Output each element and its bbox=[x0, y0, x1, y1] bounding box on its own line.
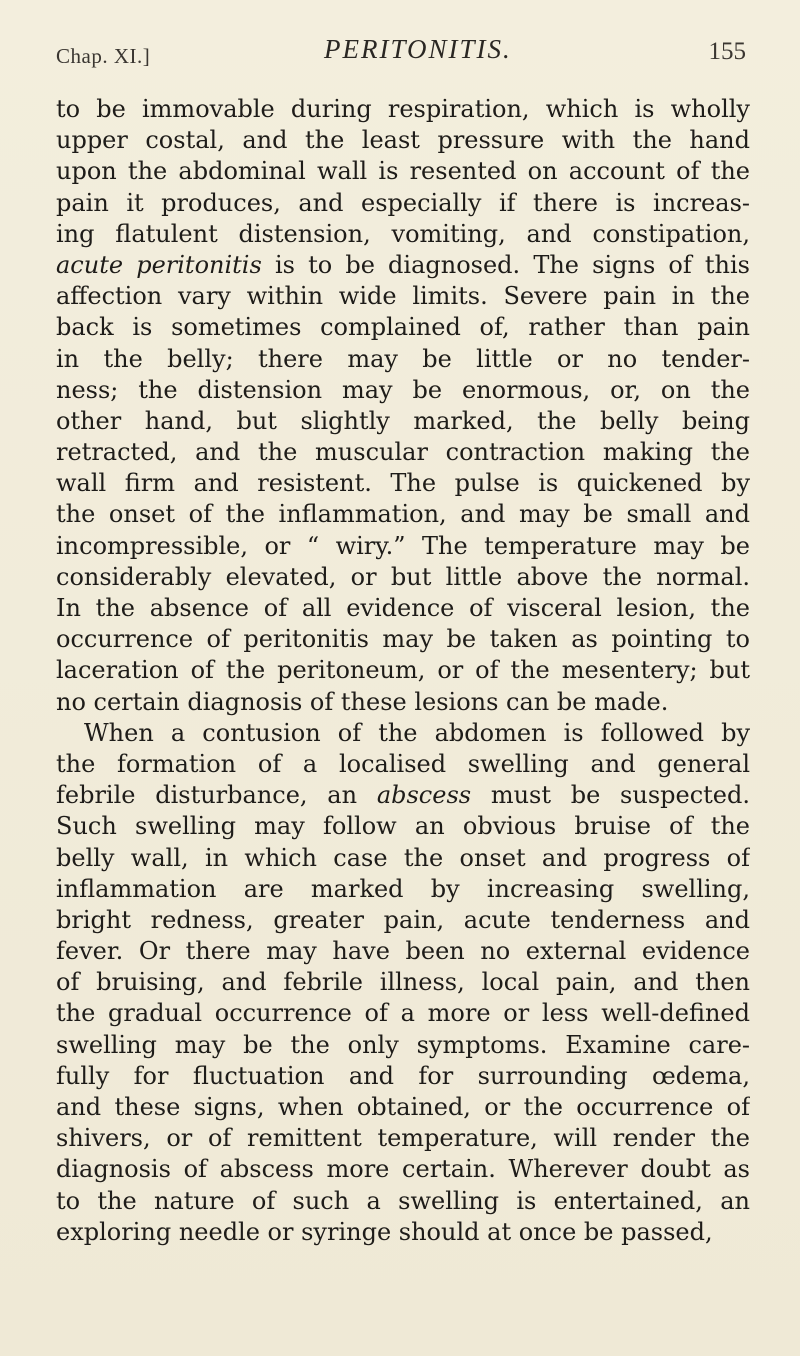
text-line bbox=[56, 655, 750, 686]
text-line bbox=[56, 905, 750, 936]
line-segment: is to be diagnosed. The signs of this bbox=[261, 250, 750, 279]
line-segment: swelling may be the only symptoms. Examine care- bbox=[56, 1030, 750, 1059]
text-line bbox=[56, 811, 750, 842]
chapter-label: Chap. XI.] bbox=[56, 44, 151, 68]
text-line bbox=[56, 1061, 750, 1092]
line-segment: occurrence of peritonitis may be taken as pointing to bbox=[56, 625, 750, 654]
running-title: PERITONITIS. bbox=[324, 34, 512, 64]
text-line bbox=[56, 624, 750, 655]
text-line bbox=[56, 406, 750, 437]
line-segment: bright redness, greater pain, acute tenderness and bbox=[56, 905, 750, 934]
line-segment: laceration of the peritoneum, or of the mesentery; but bbox=[56, 656, 750, 685]
line-segment: incompressible, or “ wiry.” The temperature may be bbox=[56, 531, 750, 560]
line-segment: of bruising, and febrile illness, local pain, and then bbox=[56, 968, 750, 997]
line-segment: must be suspected. bbox=[471, 781, 750, 810]
text-line bbox=[56, 375, 750, 406]
text-line bbox=[56, 531, 750, 562]
italic-term: abscess bbox=[376, 781, 472, 810]
text-line bbox=[56, 1154, 750, 1185]
body-text bbox=[56, 94, 750, 1248]
text-line bbox=[56, 780, 750, 811]
line-segment: retracted, and the muscular contraction making the bbox=[56, 438, 750, 467]
line-segment: ing flatulent distension, vomiting, and constipation, bbox=[56, 219, 750, 248]
text-line bbox=[56, 94, 750, 125]
text-line bbox=[56, 468, 750, 499]
line-segment: wall firm and resistent. The pulse is quickened by bbox=[56, 469, 750, 498]
text-line bbox=[56, 499, 750, 530]
text-line bbox=[56, 437, 750, 468]
line-segment: ness; the distension may be enormous, or, on the bbox=[56, 375, 750, 404]
line-segment: shivers, or of remittent temperature, will render the bbox=[56, 1124, 750, 1153]
line-segment: in the belly; there may be little or no tender- bbox=[56, 344, 750, 373]
text-line bbox=[56, 687, 750, 718]
text-line bbox=[56, 344, 750, 375]
line-segment: the formation of a localised swelling and general bbox=[56, 749, 750, 778]
text-line bbox=[56, 312, 750, 343]
line-segment: affection vary within wide limits. Severe pain in the bbox=[56, 282, 750, 311]
line-segment: considerably elevated, or but little above the normal. bbox=[56, 562, 750, 591]
text-line bbox=[56, 749, 750, 780]
line-segment: In the absence of all evidence of visceral lesion, the bbox=[56, 594, 750, 622]
text-line bbox=[56, 188, 750, 219]
line-segment: fever. Or there may have been no external evidence bbox=[56, 937, 750, 966]
text-line bbox=[56, 936, 750, 967]
text-line bbox=[56, 562, 750, 593]
text-line bbox=[56, 718, 750, 749]
running-header bbox=[56, 34, 752, 74]
line-segment: pain it produces, and especially if there is increas- bbox=[56, 188, 750, 217]
line-segment: exploring needle or syringe should at once be passed, bbox=[56, 1217, 713, 1246]
line-segment: upper costal, and the least pressure with the hand bbox=[56, 126, 750, 155]
text-line bbox=[56, 1092, 750, 1123]
text-line bbox=[56, 874, 750, 905]
text-line bbox=[56, 593, 750, 624]
page-number: 155 bbox=[708, 38, 746, 65]
line-segment: febrile disturbance, an bbox=[56, 781, 377, 810]
text-line bbox=[56, 281, 750, 312]
text-line bbox=[56, 843, 750, 874]
line-segment: the gradual occurrence of a more or less well-defined bbox=[56, 999, 750, 1028]
line-segment: upon the abdominal wall is resented on account of the bbox=[56, 157, 750, 186]
text-line bbox=[56, 125, 750, 156]
line-segment: other hand, but slightly marked, the belly being bbox=[56, 406, 750, 435]
line-segment: fully for fluctuation and for surrounding œdema, bbox=[56, 1061, 750, 1090]
line-segment: back is sometimes complained of, rather than pain bbox=[56, 313, 750, 342]
text-line bbox=[56, 1123, 750, 1154]
text-line bbox=[56, 219, 750, 250]
line-segment: and these signs, when obtained, or the occurrence of bbox=[56, 1093, 750, 1121]
line-segment: diagnosis of abscess more certain. Wherever doubt as bbox=[56, 1155, 750, 1184]
text-line bbox=[56, 156, 750, 187]
text-line bbox=[56, 1217, 750, 1248]
line-segment: inflammation are marked by increasing swelling, bbox=[56, 874, 750, 903]
line-segment: belly wall, in which case the onset and progress of bbox=[56, 843, 750, 872]
line-segment: no certain diagnosis of these lesions can be made. bbox=[56, 687, 669, 716]
text-line bbox=[56, 998, 750, 1029]
text-line bbox=[56, 1186, 750, 1217]
italic-term: acute peritonitis bbox=[56, 250, 262, 279]
text-line bbox=[56, 1030, 750, 1061]
line-segment: to be immovable during respiration, which is wholly bbox=[56, 95, 750, 123]
text-line bbox=[56, 967, 750, 998]
text-line bbox=[56, 250, 750, 281]
line-segment: to the nature of such a swelling is entertained, an bbox=[56, 1186, 750, 1215]
line-segment: When a contusion of the abdomen is followed by bbox=[84, 718, 750, 747]
line-segment: the onset of the inflammation, and may be small and bbox=[56, 500, 750, 529]
line-segment: Such swelling may follow an obvious bruise of the bbox=[56, 812, 750, 841]
